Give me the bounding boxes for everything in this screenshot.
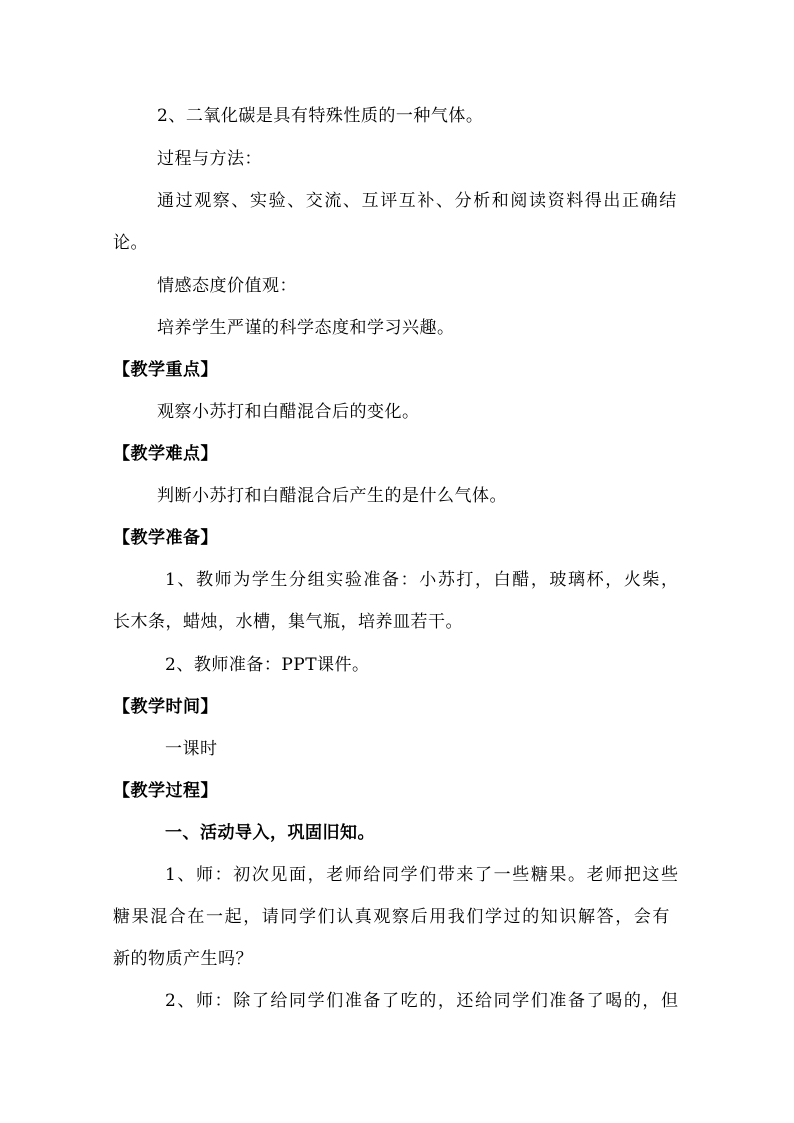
- preparation-item-1-cont: 长木条，蜡烛，水槽，集气瓶，培养皿若干。: [113, 612, 463, 632]
- process-step-1-item-2: 2、师：除了给同学们准备了吃的，还给同学们准备了喝的，但: [165, 991, 680, 1011]
- attitude-text: 培养学生严谨的科学态度和学习兴趣。: [157, 318, 455, 338]
- objective-line: 2、二氧化碳是具有特殊性质的一种气体。: [157, 106, 484, 126]
- attitude-heading: 情感态度价值观：: [157, 276, 297, 296]
- process-step-1-item-1: 1、师：初次见面，老师给同学们带来了一些糖果。老师把这些: [165, 865, 680, 885]
- section-process-heading: 【教学过程】: [113, 781, 218, 801]
- key-points-text: 观察小苏打和白醋混合后的变化。: [157, 402, 420, 422]
- time-text: 一课时: [165, 739, 218, 759]
- process-step-1-item-1-end: 新的物质产生吗？: [113, 949, 253, 969]
- section-time-heading: 【教学时间】: [113, 697, 218, 717]
- section-key-points-heading: 【教学重点】: [113, 360, 218, 380]
- section-difficulties-heading: 【教学难点】: [113, 444, 218, 464]
- process-step-1-item-1-cont: 糖果混合在一起，请同学们认真观察后用我们学过的知识解答，会有: [113, 907, 671, 927]
- process-step-1-heading: 一、活动导入，巩固旧知。: [165, 823, 375, 843]
- section-preparation-heading: 【教学准备】: [113, 528, 218, 548]
- difficulties-text: 判断小苏打和白醋混合后产生的是什么气体。: [157, 486, 507, 506]
- process-method-heading: 过程与方法：: [157, 149, 262, 169]
- preparation-item-2: 2、教师准备：PPT课件。: [165, 655, 370, 675]
- process-method-text-cont: 论。: [113, 233, 148, 253]
- process-method-text: 通过观察、实验、交流、互评互补、分析和阅读资料得出正确结: [157, 191, 678, 211]
- preparation-item-1: 1、教师为学生分组实验准备：小苏打，白醋，玻璃杯，火柴，: [165, 570, 680, 590]
